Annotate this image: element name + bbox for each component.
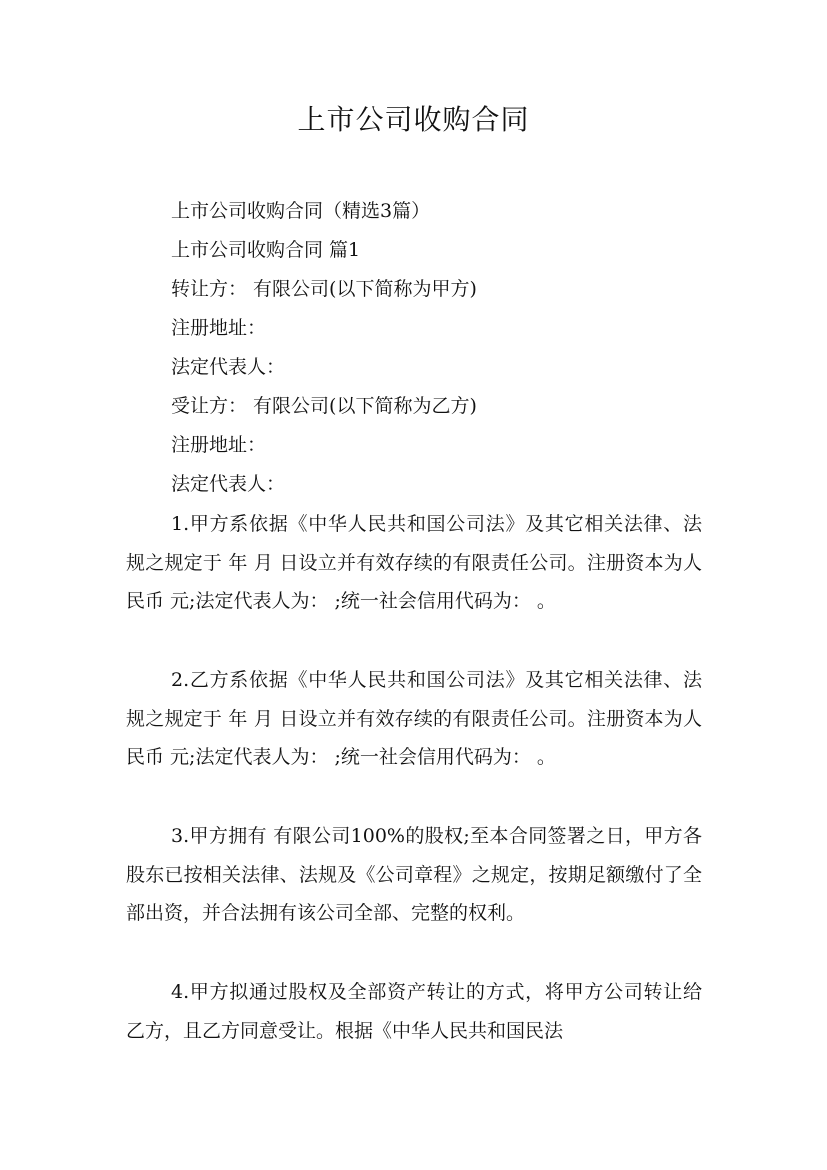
- transferee-address-line: 注册地址：: [171, 434, 267, 456]
- clause-paragraph-2: 2.乙方系依据《中华人民共和国公司法》及其它相关法律、法规之规定于 年 月 日设立并有效存续的有限责任公司。注册资本为人民币 元;法定代表人为： ;统一社会信用代码为： 。: [126, 669, 702, 768]
- clause-paragraph-1: 1.甲方系依据《中华人民共和国公司法》及其它相关法律、法规之规定于 年 月 日设立并有效存续的有限责任公司。注册资本为人民币 元;法定代表人为： ;统一社会信用代码为： 。: [126, 513, 702, 612]
- subtitle-line: 上市公司收购合同（精选3篇）: [171, 200, 431, 222]
- transferor-line: 转让方： 有限公司(以下简称为甲方): [171, 278, 477, 300]
- clause-paragraph-3: 3.甲方拥有 有限公司100%的股权;至本合同签署之日，甲方各股东已按相关法律、法规及《公司章程》之规定，按期足额缴付了全部出资，并合法拥有该公司全部、完整的权利。: [126, 825, 702, 924]
- section-heading: 上市公司收购合同 篇1: [171, 239, 361, 261]
- transferor-address-line: 注册地址：: [171, 317, 267, 339]
- clause-paragraph-4: 4.甲方拟通过股权及全部资产转让的方式，将甲方公司转让给乙方，且乙方同意受让。根据《中华人民共和国民法: [126, 981, 702, 1042]
- transferee-line: 受让方： 有限公司(以下简称为乙方): [171, 395, 477, 417]
- document-title: 上市公司收购合同: [297, 103, 530, 136]
- transferor-representative-line: 法定代表人：: [171, 356, 286, 378]
- transferee-representative-line: 法定代表人：: [171, 473, 286, 495]
